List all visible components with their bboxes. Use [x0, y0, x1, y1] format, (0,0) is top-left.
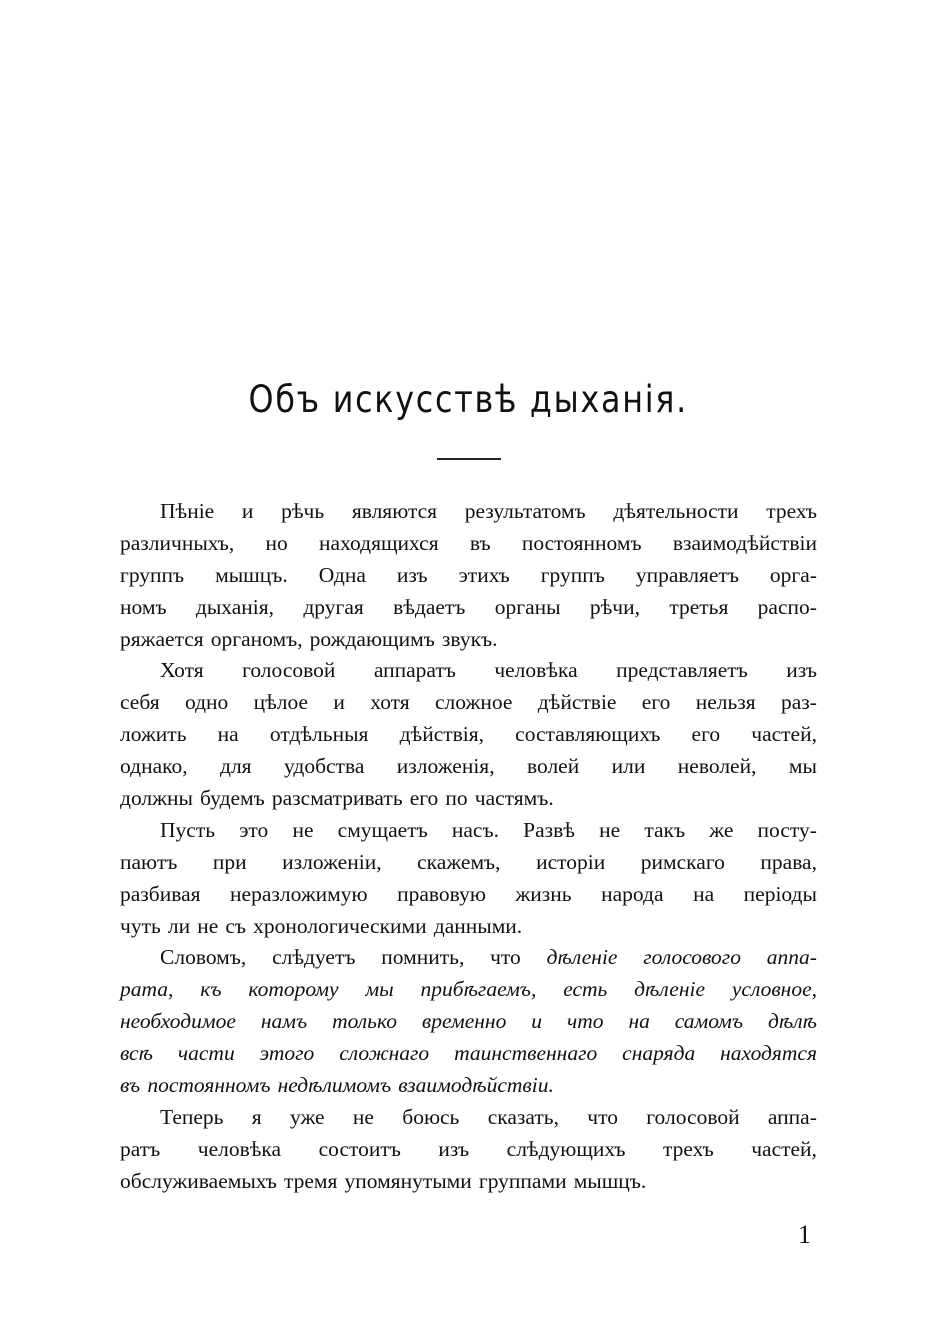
word: и — [333, 690, 345, 715]
word: хронологическими — [253, 913, 427, 938]
word: не — [352, 1104, 374, 1129]
text-line — [120, 655, 817, 687]
word: и — [531, 1009, 543, 1034]
word: Пѣніе — [160, 499, 215, 523]
word: дѣлѣ — [768, 1009, 817, 1034]
word: взаимодѣйствіи. — [398, 1073, 554, 1098]
word: условное, — [731, 977, 817, 1002]
word: таинственнаго — [454, 1041, 598, 1066]
word: паютъ — [120, 849, 178, 874]
word: на — [693, 881, 715, 906]
word: Одна — [318, 562, 366, 587]
word: должны — [120, 786, 193, 811]
word: только — [332, 1009, 397, 1034]
word: аппа- — [767, 1104, 817, 1129]
word: состоитъ — [318, 1136, 401, 1161]
word: дѣленіе — [546, 945, 618, 970]
word: человѣка — [494, 658, 578, 683]
word: боюсь — [402, 1104, 460, 1129]
word: группъ — [120, 562, 185, 587]
word: частямъ. — [474, 786, 554, 811]
word: обслуживаемыхъ — [120, 1168, 277, 1193]
word: изъ — [786, 658, 817, 683]
word: на — [628, 1009, 650, 1034]
word: къ — [200, 977, 222, 1002]
word: рождающимъ — [309, 626, 435, 651]
word: періоды — [743, 881, 817, 906]
word: въ — [469, 530, 491, 555]
word: самомъ — [674, 1009, 744, 1034]
word: есть — [563, 977, 608, 1002]
word: я — [251, 1104, 262, 1129]
word: Теперь — [160, 1104, 224, 1129]
word: хотя — [370, 690, 410, 715]
text-line — [120, 496, 817, 528]
word: одно — [184, 690, 229, 715]
word: номъ — [120, 594, 167, 619]
chapter-title: Объ искусствѣ дыханія. — [248, 378, 689, 421]
text-line — [120, 560, 817, 592]
word: Словомъ, — [160, 945, 247, 970]
word: находятся — [720, 1041, 817, 1066]
paragraph — [120, 942, 817, 1101]
word: Пусть — [160, 817, 216, 842]
word: на — [217, 722, 239, 747]
word: снаряда — [622, 1041, 696, 1066]
text-line — [120, 911, 817, 943]
text-line — [120, 592, 817, 624]
word: распо- — [757, 594, 817, 619]
text-line — [120, 1134, 817, 1166]
word: ли — [167, 913, 191, 938]
word: будемъ — [200, 786, 265, 811]
word: слѣдующихъ — [506, 1136, 626, 1161]
word: человѣка — [197, 1136, 282, 1161]
word: этого — [259, 1041, 315, 1066]
word: прибѣгаемъ, — [420, 977, 537, 1002]
word: всѣ — [120, 1041, 153, 1066]
word: неразложимую — [230, 881, 368, 906]
word: права, — [760, 849, 817, 874]
word: мы — [788, 754, 817, 779]
text-line — [120, 528, 817, 560]
word: рѣчи, — [589, 594, 640, 619]
word: ложить — [120, 722, 187, 747]
paragraph — [120, 655, 817, 814]
word: третья — [669, 594, 729, 619]
body-text — [120, 496, 817, 1198]
word: ряжается — [120, 626, 204, 651]
word: не — [599, 817, 621, 842]
word: ратъ — [120, 1136, 161, 1161]
word: мышцъ. — [573, 1168, 647, 1193]
word: слѣдуетъ — [272, 945, 356, 970]
word: группами — [478, 1168, 567, 1193]
word: или — [611, 754, 646, 779]
word: голосового — [643, 945, 741, 970]
word: исторіи — [536, 849, 606, 874]
word: аппа- — [766, 945, 817, 970]
word: и — [241, 499, 254, 523]
word: данными. — [433, 913, 523, 938]
word: однако, — [120, 754, 188, 779]
word: разсматривать — [271, 786, 403, 811]
word: временно — [421, 1009, 507, 1034]
text-line — [120, 719, 817, 751]
word: голосовой — [242, 658, 336, 683]
word: но — [265, 530, 288, 555]
word: правовую — [397, 881, 486, 906]
text-line — [120, 1102, 817, 1134]
word: чуть — [120, 913, 161, 938]
word: различныхъ, — [120, 530, 235, 555]
text-line — [120, 1038, 817, 1070]
paragraph — [120, 1102, 817, 1198]
word: сложнаго — [339, 1041, 430, 1066]
word: волей — [526, 754, 580, 779]
word: рѣчь — [281, 499, 325, 523]
word: находящихся — [319, 530, 439, 555]
word: управляетъ — [635, 562, 739, 587]
page-number: 1 — [798, 1220, 811, 1249]
word: не — [197, 913, 219, 938]
title-divider — [437, 458, 501, 460]
text-line — [120, 815, 817, 847]
text-line — [120, 1070, 817, 1102]
word: звукъ. — [441, 626, 498, 651]
word: другая — [303, 594, 364, 619]
word: органомъ, — [210, 626, 303, 651]
word: посту- — [757, 817, 817, 842]
word: частей, — [751, 722, 817, 747]
word: трехъ — [662, 1136, 714, 1161]
text-line — [120, 1006, 817, 1038]
word: недѣлимомъ — [277, 1073, 392, 1098]
word: которому — [248, 977, 339, 1002]
word: частей, — [751, 1136, 817, 1161]
word: цѣлое — [253, 690, 309, 715]
word: вѣдаетъ — [393, 594, 466, 619]
word: части — [177, 1041, 235, 1066]
word: дѣленіе — [634, 977, 706, 1002]
text-line — [120, 879, 817, 911]
word: группъ — [540, 562, 605, 587]
word: трехъ — [766, 499, 817, 523]
word: являются — [351, 499, 438, 523]
word: такъ — [644, 817, 686, 842]
word: Хотя — [160, 658, 204, 683]
word: упомянутыми — [344, 1168, 472, 1193]
word: мы — [365, 977, 394, 1002]
word: не — [292, 817, 314, 842]
word: отдѣльныя — [269, 722, 369, 747]
word: мышцъ. — [215, 562, 288, 587]
word: жизнь — [515, 881, 572, 906]
word: сложное — [435, 690, 513, 715]
paragraph — [120, 496, 817, 655]
word: помнить, — [381, 945, 465, 970]
word: орга- — [769, 562, 817, 587]
word: изъ — [396, 562, 428, 587]
word: намъ — [260, 1009, 308, 1034]
word: взаимодѣйствіи — [672, 530, 817, 555]
word: его — [409, 786, 439, 811]
text-line — [120, 624, 817, 656]
word: что — [566, 1009, 604, 1034]
text-line — [120, 751, 817, 783]
word: съ — [225, 913, 247, 938]
word: аппаратъ — [373, 658, 456, 683]
word: неволей, — [677, 754, 757, 779]
word: уже — [289, 1104, 325, 1129]
word: дыханія, — [195, 594, 275, 619]
text-line — [120, 974, 817, 1006]
word: смущаетъ — [337, 817, 428, 842]
word: при — [212, 849, 247, 874]
word: удобства — [283, 754, 365, 779]
word: изъ — [438, 1136, 470, 1161]
word: народа — [601, 881, 664, 906]
word: тремя — [283, 1168, 338, 1193]
word: по — [445, 786, 468, 811]
word: Развѣ — [523, 817, 575, 842]
word: рата, — [120, 977, 174, 1002]
word: необходимое — [120, 1009, 236, 1034]
word: его — [691, 722, 721, 747]
word: органы — [494, 594, 561, 619]
word: римскаго — [640, 849, 725, 874]
word: дѣятельности — [613, 499, 739, 523]
word: въ — [120, 1073, 141, 1098]
word: что — [490, 945, 521, 970]
word: насъ. — [451, 817, 499, 842]
text-line — [120, 942, 817, 974]
word: раз- — [781, 690, 817, 715]
text-line — [120, 1166, 817, 1198]
word: разбивая — [120, 881, 201, 906]
word: дѣйствія, — [399, 722, 485, 747]
word: его — [641, 690, 671, 715]
word: постоянномъ — [147, 1073, 271, 1098]
word: сказать, — [487, 1104, 559, 1129]
word: что — [587, 1104, 618, 1129]
word: представляетъ — [616, 658, 748, 683]
word: голосовой — [646, 1104, 740, 1129]
text-line — [120, 783, 817, 815]
paragraph — [120, 815, 817, 943]
word: изложенія, — [396, 754, 495, 779]
word: постоянномъ — [521, 530, 642, 555]
text-line — [120, 847, 817, 879]
word: изложеніи, — [282, 849, 382, 874]
word: результатомъ — [464, 499, 586, 523]
word: нельзя — [695, 690, 756, 715]
word: этихъ — [458, 562, 510, 587]
word: скажемъ, — [417, 849, 501, 874]
word: составляющихъ — [515, 722, 661, 747]
word: себя — [120, 690, 160, 715]
word: же — [709, 817, 734, 842]
word: для — [220, 754, 252, 779]
word: дѣйствіе — [537, 690, 617, 715]
word: это — [239, 817, 269, 842]
text-line — [120, 687, 817, 719]
